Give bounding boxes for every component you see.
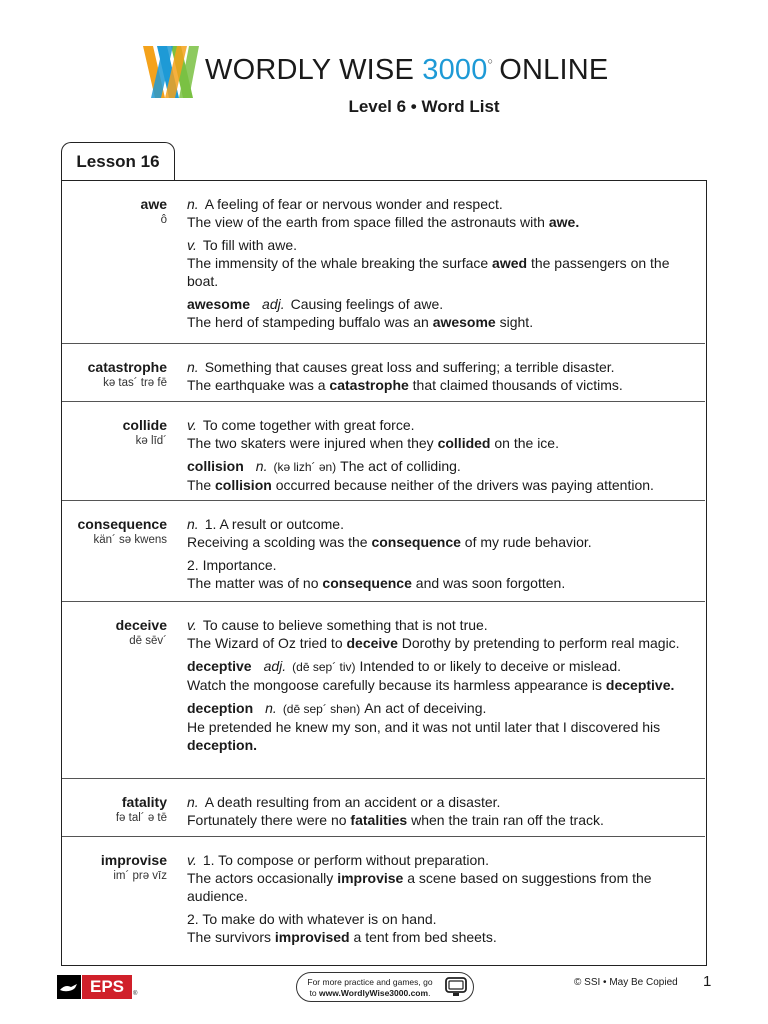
- example-keyword: improvise: [337, 870, 404, 886]
- promo-text: For more practice and games, go to www.WordlyWise3000.com.: [307, 977, 433, 998]
- definition-block: [187, 556, 687, 592]
- definition-line: [187, 295, 687, 313]
- eps-logo: [57, 973, 137, 1001]
- monitor-icon: [445, 977, 467, 997]
- headword-block: [88, 358, 167, 390]
- example-keyword: deception.: [187, 737, 258, 753]
- derived-form: collision: [187, 458, 244, 474]
- headword: deceive: [115, 617, 167, 633]
- example-text: He pretended he knew my son, and it was not until later that I discovered his: [187, 719, 661, 735]
- definition-text: To come together with great force.: [202, 417, 415, 433]
- word-entry: [62, 779, 705, 837]
- headword-block: [123, 416, 167, 448]
- derived-form: deceptive: [187, 658, 252, 674]
- example-keyword: consequence: [371, 534, 461, 550]
- definitions: [187, 616, 687, 759]
- definitions: [187, 793, 687, 834]
- example-sentence: [187, 213, 687, 231]
- example-text: The herd of stampeding buffalo was an: [187, 314, 433, 330]
- pronunciation: ô: [160, 214, 167, 226]
- definitions: [187, 851, 687, 951]
- promo-pill[interactable]: [296, 972, 474, 1002]
- example-sentence: [187, 676, 687, 694]
- pronunciation: fə tal´ ə tē: [115, 812, 167, 824]
- definition-block: [187, 910, 687, 946]
- example-text: sight.: [495, 314, 534, 330]
- definitions: [187, 195, 687, 336]
- definition-line: [187, 236, 687, 254]
- derived-pronunciation: (kə lizh´ ən): [273, 460, 337, 474]
- promo-url[interactable]: www.WordlyWise3000.com: [319, 988, 429, 998]
- definition-text: 1. To compose or perform without preparation.: [202, 852, 489, 868]
- example-text: Receiving a scolding was the: [187, 534, 372, 550]
- example-keyword: awesome: [432, 314, 496, 330]
- headword-block: [116, 616, 167, 648]
- example-keyword: awed: [492, 255, 528, 271]
- example-text: on the ice.: [490, 435, 559, 451]
- definition-block: [187, 195, 687, 231]
- example-keyword: collision: [215, 477, 272, 493]
- brand-prefix: WORDLY WISE: [205, 54, 423, 86]
- part-of-speech: n.: [187, 359, 199, 375]
- page-subtitle: Level 6 • Word List: [348, 97, 500, 116]
- definition-line: [187, 616, 687, 634]
- example-text: The view of the earth from space filled the astronauts with: [187, 214, 549, 230]
- part-of-speech: adj.: [262, 296, 285, 312]
- example-sentence: [187, 718, 687, 754]
- brand-trademark: ○: [487, 56, 494, 66]
- copyright: © SSI • May Be Copied: [574, 977, 678, 988]
- word-list-table: [61, 180, 707, 966]
- definitions: [187, 416, 687, 499]
- part-of-speech: v.: [187, 852, 197, 868]
- pronunciation: dē sēv´: [129, 635, 167, 647]
- word-entry: [62, 402, 705, 501]
- definition-line: [187, 358, 687, 376]
- headword-block: [141, 195, 167, 227]
- example-text: The Wizard of Oz tried to: [187, 635, 347, 651]
- definition-block: [187, 793, 687, 829]
- example-sentence: [187, 928, 687, 946]
- example-text: The actors occasionally: [187, 870, 338, 886]
- word-entry: [62, 837, 705, 967]
- definition-text: To cause to believe something that is not true.: [202, 617, 488, 633]
- pronunciation: kə līd´: [135, 435, 167, 447]
- brand-suffix: ONLINE: [499, 54, 609, 86]
- example-text: of my rude behavior.: [460, 534, 592, 550]
- definition-line: [187, 699, 687, 718]
- pronunciation: kän´ sə kwens: [93, 534, 167, 546]
- part-of-speech: v.: [187, 237, 197, 253]
- headword-block: [116, 793, 167, 825]
- definition-line: [187, 416, 687, 434]
- word-entry: [62, 602, 705, 779]
- example-text: that claimed thousands of victims.: [408, 377, 623, 393]
- definition-line: [187, 910, 687, 928]
- definition-text: 1. A result or outcome.: [204, 516, 344, 532]
- example-keyword: improvised: [274, 929, 350, 945]
- example-sentence: [187, 476, 687, 494]
- derived-pronunciation: (dē sep´ tiv): [292, 660, 356, 674]
- example-sentence: [187, 634, 687, 652]
- eps-wordmark: EPS: [82, 975, 132, 999]
- definition-line: [187, 515, 687, 533]
- example-sentence: [187, 811, 687, 829]
- example-text: and was soon forgotten.: [411, 575, 566, 591]
- ww-logo-icon: [143, 44, 199, 100]
- definition-text: An act of deceiving.: [364, 700, 487, 716]
- example-keyword: catastrophe: [329, 377, 409, 393]
- definition-line: [187, 457, 687, 476]
- definition-line: [187, 195, 687, 213]
- example-text: when the train ran off the track.: [407, 812, 604, 828]
- example-sentence: [187, 574, 687, 592]
- example-keyword: awe.: [548, 214, 580, 230]
- example-text: occurred because neither of the drivers was paying attention.: [271, 477, 654, 493]
- word-entry: [62, 501, 705, 602]
- example-sentence: [187, 533, 687, 551]
- part-of-speech: v.: [187, 417, 197, 433]
- word-entry: [62, 344, 705, 402]
- part-of-speech: n.: [265, 700, 277, 716]
- definition-block: [187, 295, 687, 331]
- definition-block: [187, 236, 687, 290]
- definition-text: Intended to or likely to deceive or mislead.: [359, 658, 622, 674]
- headword: awe: [140, 196, 167, 212]
- pronunciation: im´ prə vīz: [113, 870, 167, 882]
- derived-pronunciation: (dē sep´ shən): [282, 702, 361, 716]
- definition-line: [187, 851, 687, 869]
- definition-text: To fill with awe.: [202, 237, 298, 253]
- definition-line: [187, 793, 687, 811]
- example-text: Fortunately there were no: [187, 812, 351, 828]
- definition-text: The act of colliding.: [340, 458, 461, 474]
- derived-form: deception: [187, 700, 254, 716]
- definition-line: [187, 556, 687, 574]
- lamp-icon: [57, 975, 81, 999]
- headword: catastrophe: [87, 359, 167, 375]
- example-text: The survivors: [187, 929, 275, 945]
- definition-text: 2. To make do with whatever is on hand.: [187, 911, 437, 927]
- part-of-speech: n.: [187, 794, 199, 810]
- headword: collide: [122, 417, 167, 433]
- example-keyword: consequence: [322, 575, 412, 591]
- part-of-speech: n.: [255, 458, 268, 474]
- brand-title: [205, 54, 608, 87]
- example-sentence: [187, 254, 687, 290]
- example-text: Watch the mongoose carefully because its harmless appearance is: [187, 677, 606, 693]
- example-keyword: collided: [437, 435, 491, 451]
- part-of-speech: v.: [187, 617, 197, 633]
- example-sentence: [187, 313, 687, 331]
- example-text: a scene based on suggestions from the audience.: [187, 870, 652, 904]
- headword-block: [101, 851, 167, 883]
- example-text: The immensity of the whale breaking the surface: [187, 255, 493, 271]
- definition-block: [187, 657, 687, 694]
- derived-form: awesome: [187, 296, 251, 312]
- brand-number: 3000: [422, 54, 488, 86]
- definition-block: [187, 515, 687, 551]
- headword-block: [78, 515, 167, 547]
- definition-line: [187, 657, 687, 676]
- example-keyword: fatalities: [350, 812, 408, 828]
- example-keyword: deceptive.: [605, 677, 675, 693]
- example-sentence: [187, 434, 687, 452]
- definition-text: 2. Importance.: [187, 557, 277, 573]
- part-of-speech: adj.: [263, 658, 287, 674]
- headword: fatality: [121, 794, 167, 810]
- definition-text: A death resulting from an accident or a disaster.: [204, 794, 501, 810]
- definition-block: [187, 358, 687, 394]
- definition-block: [187, 416, 687, 452]
- eps-registered: ®: [133, 991, 138, 997]
- example-text: Dorothy by pretending to perform real magic.: [397, 635, 680, 651]
- pronunciation: kə tas´ trə fē: [103, 377, 167, 389]
- part-of-speech: n.: [187, 196, 199, 212]
- example-sentence: [187, 869, 687, 905]
- definition-block: [187, 699, 687, 754]
- word-entry: [62, 181, 705, 344]
- definition-block: [187, 851, 687, 905]
- example-text: The: [187, 477, 216, 493]
- page-number: 1: [703, 973, 712, 990]
- definition-text: A feeling of fear or nervous wonder and respect.: [204, 196, 503, 212]
- example-text: The two skaters were injured when they: [187, 435, 438, 451]
- example-text: The matter was of no: [187, 575, 323, 591]
- part-of-speech: n.: [187, 516, 199, 532]
- definition-text: Causing feelings of awe.: [290, 296, 444, 312]
- definition-block: [187, 457, 687, 494]
- example-text: The earthquake was a: [187, 377, 330, 393]
- example-text: the passengers on the boat.: [187, 255, 670, 289]
- headword: improvise: [100, 852, 167, 868]
- definitions: [187, 515, 687, 597]
- example-keyword: deceive: [346, 635, 398, 651]
- headword: consequence: [77, 516, 167, 532]
- lesson-title: Lesson 16: [61, 142, 175, 180]
- definitions: [187, 358, 687, 399]
- example-sentence: [187, 376, 687, 394]
- definition-text: Something that causes great loss and suffering; a terrible disaster.: [204, 359, 615, 375]
- definition-block: [187, 616, 687, 652]
- example-text: a tent from bed sheets.: [349, 929, 497, 945]
